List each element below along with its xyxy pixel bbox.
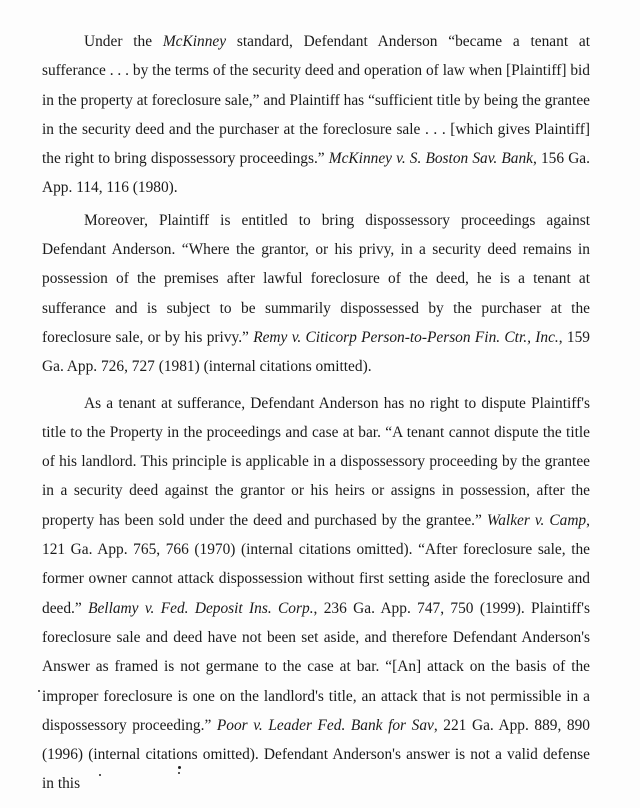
- text-run: Under the: [84, 33, 163, 50]
- text-run: , 236 Ga. App. 747, 750 (1999). Plaintiff's foreclosure sale and deed have not been set aside, and therefore Defendant Anderson's Answer as framed is not germane to the case at bar. “[An] attack on the basis of the improper foreclosure is one on the landlord's title, an attack that is not permissible in a dispossessory proceeding.”: [42, 599, 590, 734]
- scan-speck: [38, 690, 40, 692]
- case-citation: Remy v. Citicorp Person-to-Person Fin. Ctr., Inc.: [253, 328, 559, 346]
- case-citation: McKinney: [162, 33, 227, 50]
- text-run: , 159 Ga. App. 726, 727 (1981) (internal citations omitted).: [42, 328, 590, 376]
- scan-speck: [99, 774, 101, 776]
- scan-speck: [178, 766, 181, 769]
- case-citation: Walker v. Camp: [486, 511, 587, 529]
- paragraph-2: [42, 206, 590, 382]
- scan-speck: [178, 772, 180, 774]
- case-citation: Bellamy v. Fed. Deposit Ins. Corp.: [88, 599, 314, 617]
- text-run: standard, Defendant Anderson “became a tenant at sufferance . . . by the terms of the security deed and operation of law when [Plaintiff] bid in the property at foreclosure sale,” and Plaintiff has “sufficient title by being the grantee in the security deed and the purchaser at the foreclosure sale . . . [which gives Plaintiff] the right to bring dispossessory proceedings.”: [42, 33, 590, 168]
- text-run: As a tenant at sufferance, Defendant Anderson has no right to dispute Plaintiff's title to the Property in the proceedings and case at bar. “A tenant cannot dispute the title of his landlord. This principle is applicable in a dispossessory proceeding by the grantee in a security deed against the grantor or his heirs or assigns in possession, after the property has been sold under the deed and purchased by the grantee.”: [42, 394, 590, 529]
- text-run: , 156 Ga. App. 114, 116 (1980).: [42, 150, 590, 197]
- text-run: Moreover, Plaintiff is entitled to bring dispossessory proceedings against Defendant Anderson. “Where the grantor, or his privy, in a security deed remains in possession of the premises after lawful foreclosure of the deed, he is a tenant at sufferance and is subject to be summarily dispossessed by the purchaser at the foreclosure sale, or by his privy.”: [42, 211, 590, 346]
- paragraph-3: [42, 389, 590, 799]
- text-run: , 221 Ga. App. 889, 890 (1996) (internal citations omitted). Defendant Anderson's answer is not a valid defense in this: [42, 716, 591, 793]
- case-citation: McKinney v. S. Boston Sav. Bank: [328, 150, 534, 168]
- body-text: [42, 27, 590, 799]
- text-run: , 121 Ga. App. 765, 766 (1970) (internal citations omitted). “After foreclosure sale, the former owner cannot attack dispossession without first setting aside the foreclosure and deed.”: [42, 511, 590, 617]
- case-citation: Poor v. Leader Fed. Bank for Sav: [216, 716, 434, 734]
- paragraph-1: [42, 27, 590, 203]
